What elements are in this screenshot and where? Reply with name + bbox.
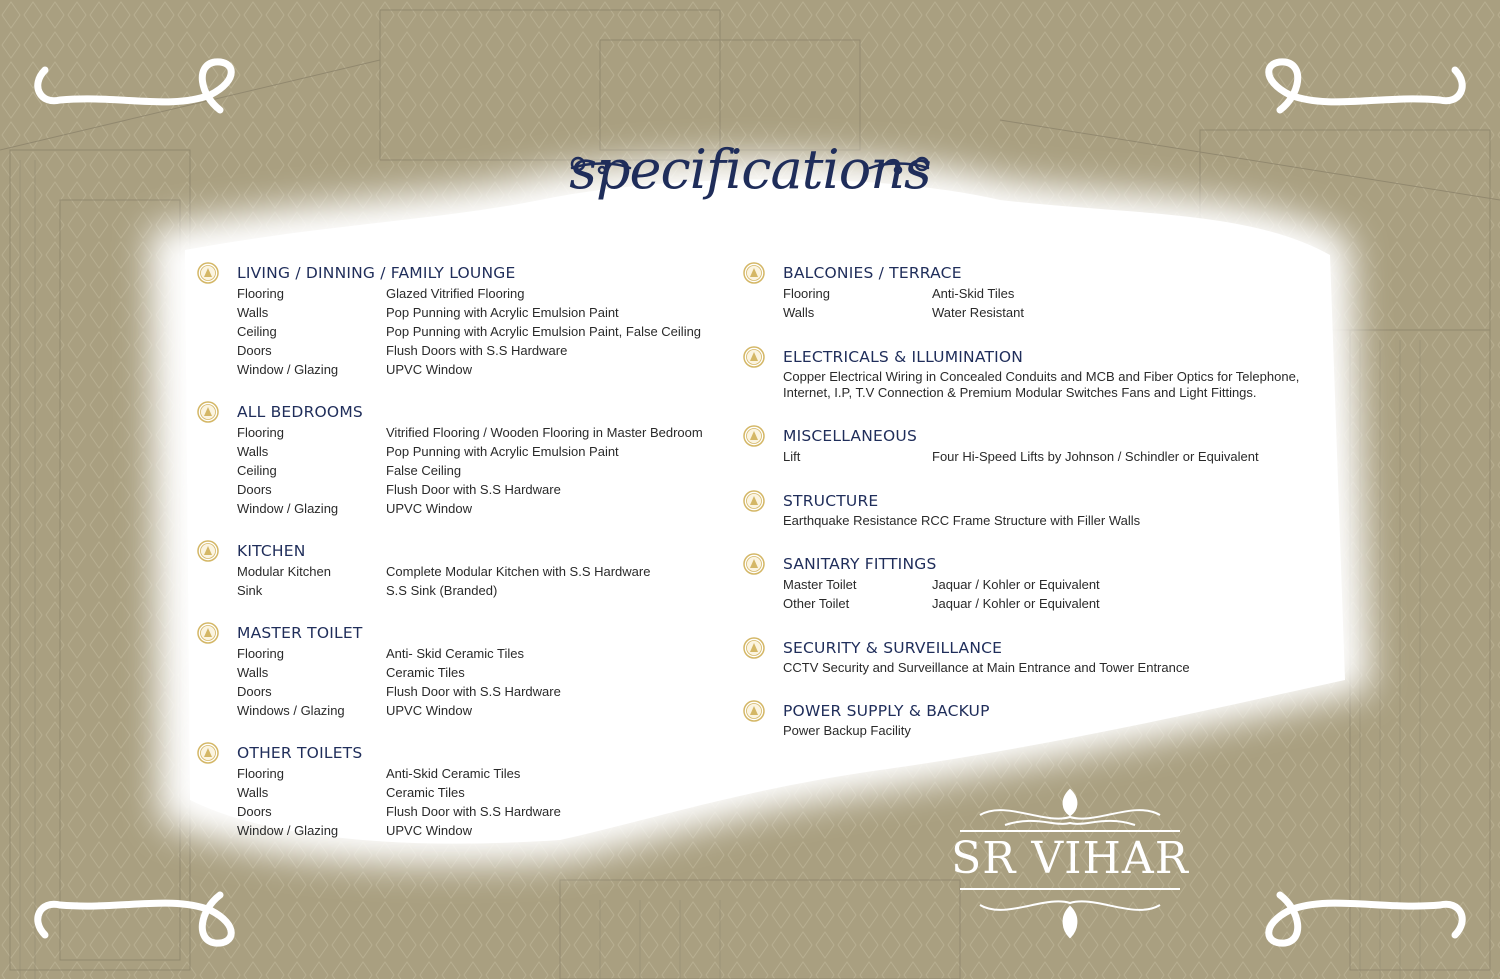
spec-value: S.S Sink (Branded): [386, 583, 498, 598]
spec-label: Window / Glazing: [237, 501, 339, 516]
spec-value: Pop Punning with Acrylic Emulsion Paint, False Ceiling: [386, 324, 702, 339]
section-heading: MASTER TOILET: [237, 624, 363, 642]
spec-row: [237, 764, 727, 783]
spec-value: Anti-Skid Ceramic Tiles: [386, 766, 521, 781]
spec-row: [237, 802, 727, 821]
section-heading: OTHER TOILETS: [237, 744, 363, 762]
spec-value: Four Hi-Speed Lifts by Johnson / Schindler or Equivalent: [932, 449, 1259, 464]
spec-value: Water Resistant: [932, 305, 1024, 320]
spec-row: [783, 594, 1323, 613]
spec-row: [237, 644, 727, 663]
spec-row: [237, 442, 727, 461]
spec-row: [237, 581, 727, 600]
spec-row: [237, 682, 727, 701]
spec-value: False Ceiling: [386, 463, 462, 478]
triangle-bullet-icon: [197, 742, 219, 764]
spec-row: [237, 461, 727, 480]
triangle-bullet-icon: [743, 346, 765, 368]
spec-row: [237, 284, 727, 303]
triangle-bullet-icon: [743, 262, 765, 284]
spec-row: [237, 322, 727, 341]
spec-value: Jaquar / Kohler or Equivalent: [932, 577, 1100, 592]
spec-value: Jaquar / Kohler or Equivalent: [932, 596, 1100, 611]
section-heading: SECURITY & SURVEILLANCE: [783, 639, 1003, 657]
spec-section: [743, 553, 1323, 613]
triangle-bullet-icon: [743, 637, 765, 659]
spec-section: [197, 262, 727, 379]
spec-description: Copper Electrical Wiring in Concealed Conduits and MCB and Fiber Optics for Telephone, Internet, I.P, T.V Connection & Premium Modular Switches Fans and Light Fittings.: [783, 369, 1300, 400]
spec-row: [237, 303, 727, 322]
spec-label: Walls: [237, 665, 269, 680]
spec-description: CCTV Security and Surveillance at Main Entrance and Tower Entrance: [783, 660, 1190, 675]
spec-label: Walls: [237, 305, 269, 320]
spec-section: [743, 490, 1323, 529]
spec-label: Walls: [783, 305, 815, 320]
section-heading: STRUCTURE: [783, 492, 879, 510]
spec-section: [743, 262, 1323, 322]
spec-row: [237, 562, 727, 581]
spec-row: [237, 701, 727, 720]
triangle-bullet-icon: [197, 622, 219, 644]
triangle-bullet-icon: [743, 490, 765, 512]
spec-label: Walls: [237, 785, 269, 800]
triangle-bullet-icon: [197, 401, 219, 423]
spec-value: UPVC Window: [386, 501, 472, 516]
spec-section: [197, 742, 727, 840]
spec-row: [237, 360, 727, 379]
spec-value: Flush Door with S.S Hardware: [386, 482, 561, 497]
spec-row: [783, 575, 1323, 594]
spec-value: Flush Door with S.S Hardware: [386, 804, 561, 819]
spec-value: Ceramic Tiles: [386, 665, 465, 680]
section-heading: ELECTRICALS & ILLUMINATION: [783, 348, 1024, 366]
spec-section: [743, 425, 1323, 466]
spec-row: [237, 821, 727, 840]
section-heading: SANITARY FITTINGS: [783, 555, 937, 573]
spec-label: Flooring: [237, 646, 284, 661]
brand-logo: [945, 785, 1195, 945]
spec-label: Modular Kitchen: [237, 564, 331, 579]
section-heading: ALL BEDROOMS: [237, 403, 363, 421]
spec-label: Doors: [237, 684, 272, 699]
spec-value: Pop Punning with Acrylic Emulsion Paint: [386, 305, 619, 320]
spec-value: UPVC Window: [386, 823, 472, 838]
spec-value: Flush Doors with S.S Hardware: [386, 343, 568, 358]
spec-section: [743, 346, 1323, 401]
triangle-bullet-icon: [743, 425, 765, 447]
section-heading: BALCONIES / TERRACE: [783, 264, 962, 282]
spec-value: Complete Modular Kitchen with S.S Hardware: [386, 564, 651, 579]
spec-section: [197, 401, 727, 518]
spec-row: [783, 447, 1323, 466]
specs-right-column: [743, 262, 1323, 763]
spec-description: Earthquake Resistance RCC Frame Structure with Filler Walls: [783, 513, 1141, 528]
spec-section: [743, 637, 1323, 676]
section-heading: KITCHEN: [237, 542, 306, 560]
spec-value: Glazed Vitrified Flooring: [386, 286, 525, 301]
spec-value: Anti-Skid Tiles: [932, 286, 1015, 301]
spec-label: Flooring: [783, 286, 830, 301]
spec-label: Flooring: [237, 766, 284, 781]
spec-label: Sink: [237, 583, 263, 598]
spec-row: [237, 663, 727, 682]
specifications-title: [560, 130, 940, 220]
spec-label: Doors: [237, 804, 272, 819]
spec-label: Flooring: [237, 425, 284, 440]
spec-value: UPVC Window: [386, 362, 472, 377]
triangle-bullet-icon: [197, 262, 219, 284]
spec-section: [197, 540, 727, 600]
spec-description: Power Backup Facility: [783, 723, 911, 738]
spec-label: Ceiling: [237, 463, 277, 478]
spec-label: Ceiling: [237, 324, 277, 339]
spec-label: Windows / Glazing: [237, 703, 345, 718]
spec-value: Anti- Skid Ceramic Tiles: [386, 646, 524, 661]
spec-row: [237, 480, 727, 499]
specs-left-column: [197, 262, 727, 862]
spec-value: UPVC Window: [386, 703, 472, 718]
spec-label: Doors: [237, 482, 272, 497]
spec-row: [783, 303, 1323, 322]
spec-row: [237, 423, 727, 442]
spec-value: Ceramic Tiles: [386, 785, 465, 800]
triangle-bullet-icon: [197, 540, 219, 562]
spec-section: [743, 700, 1323, 739]
spec-label: Other Toilet: [783, 596, 850, 611]
spec-label: Master Toilet: [783, 577, 857, 592]
spec-section: [197, 622, 727, 720]
spec-value: Flush Door with S.S Hardware: [386, 684, 561, 699]
page-title: specifications: [569, 138, 931, 201]
spec-label: Window / Glazing: [237, 362, 339, 377]
spec-value: Vitrified Flooring / Wooden Flooring in Master Bedroom: [386, 425, 703, 440]
spec-label: Window / Glazing: [237, 823, 339, 838]
brand-name: SR VIHAR: [951, 833, 1189, 884]
section-heading: MISCELLANEOUS: [783, 427, 918, 445]
spec-row: [783, 284, 1323, 303]
triangle-bullet-icon: [743, 553, 765, 575]
spec-label: Flooring: [237, 286, 284, 301]
spec-label: Lift: [783, 449, 801, 464]
section-heading: LIVING / DINNING / FAMILY LOUNGE: [237, 264, 516, 282]
section-heading: POWER SUPPLY & BACKUP: [783, 702, 990, 720]
spec-label: Walls: [237, 444, 269, 459]
spec-label: Doors: [237, 343, 272, 358]
spec-value: Pop Punning with Acrylic Emulsion Paint: [386, 444, 619, 459]
spec-row: [237, 341, 727, 360]
spec-row: [237, 499, 727, 518]
spec-row: [237, 783, 727, 802]
triangle-bullet-icon: [743, 700, 765, 722]
